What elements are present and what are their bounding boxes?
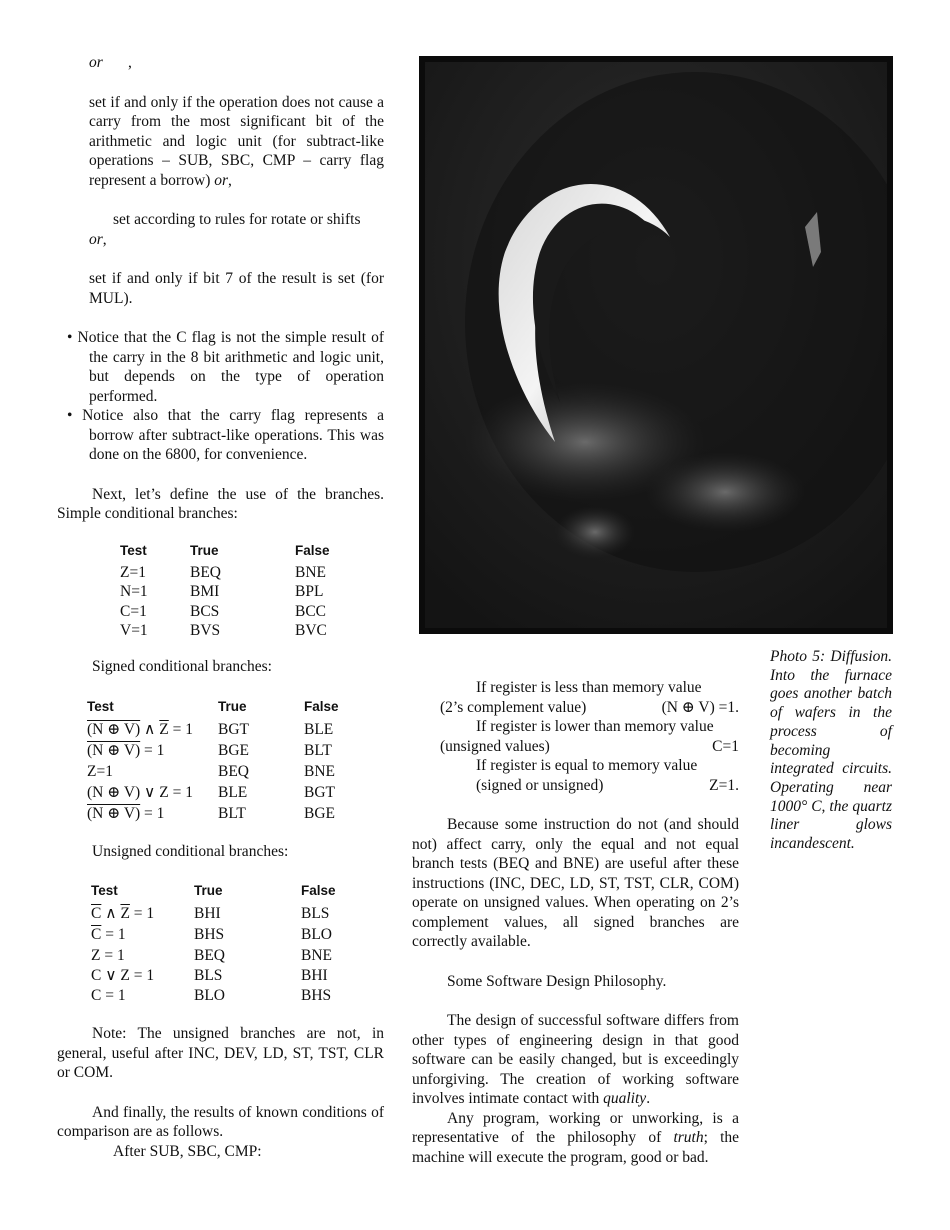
less-than-line1: If register is less than memory value (476, 679, 702, 696)
diffusion-furnace-photo (419, 56, 893, 634)
unsigned-branches-table (91, 881, 336, 1006)
cell: BLO (301, 925, 332, 943)
text: (2’s complement value) (440, 698, 587, 716)
text: (N ⊕ V) =1. (661, 698, 739, 716)
cell: (N ⊕ V) = 1 (87, 741, 165, 759)
cell: BNE (301, 946, 332, 964)
table-row (91, 966, 336, 986)
furnace-photo-image (425, 62, 887, 628)
cell: BEQ (190, 563, 221, 581)
header-false: False (301, 883, 336, 898)
table-header-row (120, 541, 330, 563)
note-paragraph: Note: The unsigned branches are not, in general, useful after INC, DEV, LD, ST, TST, CLR or COM. (57, 1025, 384, 1081)
header-true: True (194, 883, 223, 898)
cell: $\overline{C}$ ∧ $\overline{Z} = 1$ (91, 904, 155, 922)
unsigned-branches-heading: Unsigned conditional branches: (92, 843, 289, 860)
finally-paragraph: And finally, the results of known conditions of comparison are as follows. (57, 1103, 384, 1140)
table-row (87, 740, 339, 761)
cell: BHS (194, 925, 225, 943)
cell: BVS (190, 622, 221, 639)
cell: BPL (295, 583, 324, 600)
table-row (87, 719, 339, 740)
text: Z=1. (709, 776, 739, 794)
table-row (87, 803, 339, 824)
bullet-carry-borrow: • Notice also that the carry flag represents a borrow after subtract-like operations. This was done on the 6800, for convenience. (67, 407, 384, 463)
program-paragraph: Any program, working or unworking, is a representative of the philosophy of truth; the machine will execute the program, good or bad. (412, 1109, 740, 1166)
cell: BHS (301, 986, 332, 1004)
cell: BLT (304, 741, 332, 759)
philosophy-heading: Some Software Design Philosophy. (447, 972, 667, 990)
header-test: Test (87, 699, 114, 714)
left-column: or , set if and only if the operation does not cause a carry from the most significant bit of the arithmetic and logic unit (for subtract-like operations – SUB, SBC, CMP – carry flag represent a borrow) or, set according to rules for rotate or shifts or, set if and only if bit 7 of the result is set (for MUL). • Notice that the C flag is not the simple result of the carry in the 8 bit arithmetic and logic unit, but depends on the type of operation performed. • Notice also that the carry flag represents a borrow after subtract-like operations. This was done on the 6800, for convenience. Next, let’s define the use of the branches. Simple conditional branches: (57, 54, 384, 522)
cell: C ∨ Z = 1 (91, 966, 155, 984)
because-paragraph: Because some instruction do not (and should not) affect carry, only the equal and not equal branch tests (BEQ and BNE) are useful after these instructions (INC, DEC, LD, ST, TST, CLR, COM) operate on unsigned values. When operating on 2’s complement values, all signed branches are correctly available. (412, 816, 739, 950)
cell: N=1 (120, 583, 148, 600)
signed-branches-heading: Signed conditional branches: (92, 658, 272, 675)
cell: Z=1 (87, 762, 113, 780)
table-row (120, 602, 330, 622)
table-header-row (91, 881, 336, 903)
table-row (87, 782, 339, 803)
photo-caption: Photo 5: Diffusion. Into the furnace goes another batch of wafers in the process of becoming integrated circuits. Operating near 1000° C, the quartz liner glows incandescent. (770, 648, 892, 853)
rotate-paragraph: set according to rules for rotate or shifts or, (89, 211, 361, 248)
simple-branches-table (120, 541, 330, 641)
table-row (91, 924, 336, 945)
table-row (120, 563, 330, 583)
cell: BVC (295, 622, 327, 639)
cell: V=1 (120, 622, 148, 639)
cell: BMI (190, 583, 220, 600)
branches-intro-paragraph: Next, let’s define the use of the branches. Simple conditional branches: (57, 485, 384, 522)
mul-paragraph: set if and only if bit 7 of the result is set (for MUL). (89, 270, 384, 307)
table-header-row (87, 697, 339, 719)
cell: Z = 1 (91, 946, 125, 964)
cell: BEQ (194, 946, 225, 964)
text: (unsigned values) (440, 737, 550, 755)
less-than-line2 (412, 698, 739, 718)
carry-flag-paragraph: set if and only if the operation does not cause a carry from the most significant bit of the arithmetic and logic unit (for subtract-like operations – SUB, SBC, CMP – carry flag represent a borrow) or, (89, 93, 384, 189)
or-connector: or (89, 54, 103, 71)
cell: BCC (295, 602, 327, 620)
cell: (N ⊕ V) ∧ $\overline{Z} = 1$ (87, 720, 193, 738)
cell: BCS (190, 602, 220, 620)
cell: BNE (295, 563, 326, 581)
cell: BGE (218, 741, 249, 759)
header-test: Test (91, 883, 118, 898)
table-row (91, 986, 336, 1006)
text: C=1 (712, 737, 739, 755)
cell: $\overline{C} = 1$ (91, 925, 126, 943)
equal-line1: If register is equal to memory value (476, 757, 698, 774)
signed-branches-table (87, 697, 339, 824)
cell: C = 1 (91, 986, 126, 1004)
bullet-c-flag: • Notice that the C flag is not the simple result of the carry in the 8 bit arithmetic and logic unit, but depends on the type of operation performed. (67, 329, 384, 405)
lower-than-line2 (412, 737, 739, 757)
header-false: False (295, 543, 330, 558)
cell: BGT (218, 720, 249, 738)
cell: BGE (304, 804, 335, 822)
text: (signed or unsigned) (476, 776, 604, 794)
cell: BLE (304, 720, 334, 738)
equal-line2 (412, 776, 739, 796)
cell: BHI (301, 966, 328, 984)
design-paragraph: The design of successful software differs from other types of engineering design in that good software can be easily changed, but is exceedingly unforgiving. The creation of working software involves intimate contact with quality. (412, 1012, 739, 1107)
cell: BLO (194, 986, 225, 1004)
header-true: True (218, 699, 247, 714)
cell: (N ⊕ V) ∨ Z = 1 (87, 783, 193, 801)
header-false: False (304, 699, 339, 714)
cell: C=1 (120, 602, 147, 620)
left-column-bottom (57, 1024, 384, 1161)
cell: BLE (218, 783, 248, 801)
table-row (87, 761, 339, 782)
header-test: Test (120, 543, 147, 558)
header-true: True (190, 543, 219, 558)
table-row (91, 945, 336, 966)
middle-column (412, 678, 739, 1167)
after-sub-line: After SUB, SBC, CMP: (113, 1142, 262, 1160)
cell: Z=1 (120, 563, 146, 581)
table-row (91, 903, 336, 924)
cell: BGT (304, 783, 335, 801)
cell: BLS (301, 904, 330, 922)
cell: BLS (194, 966, 223, 984)
cell: BLT (218, 804, 246, 822)
cell: BEQ (218, 762, 249, 780)
table-row (120, 582, 330, 602)
cell: (N ⊕ V) = 1 (87, 804, 165, 822)
table-row (120, 621, 330, 641)
cell: BNE (304, 762, 335, 780)
lower-than-line1: If register is lower than memory value (476, 718, 714, 735)
cell: BHI (194, 904, 221, 922)
